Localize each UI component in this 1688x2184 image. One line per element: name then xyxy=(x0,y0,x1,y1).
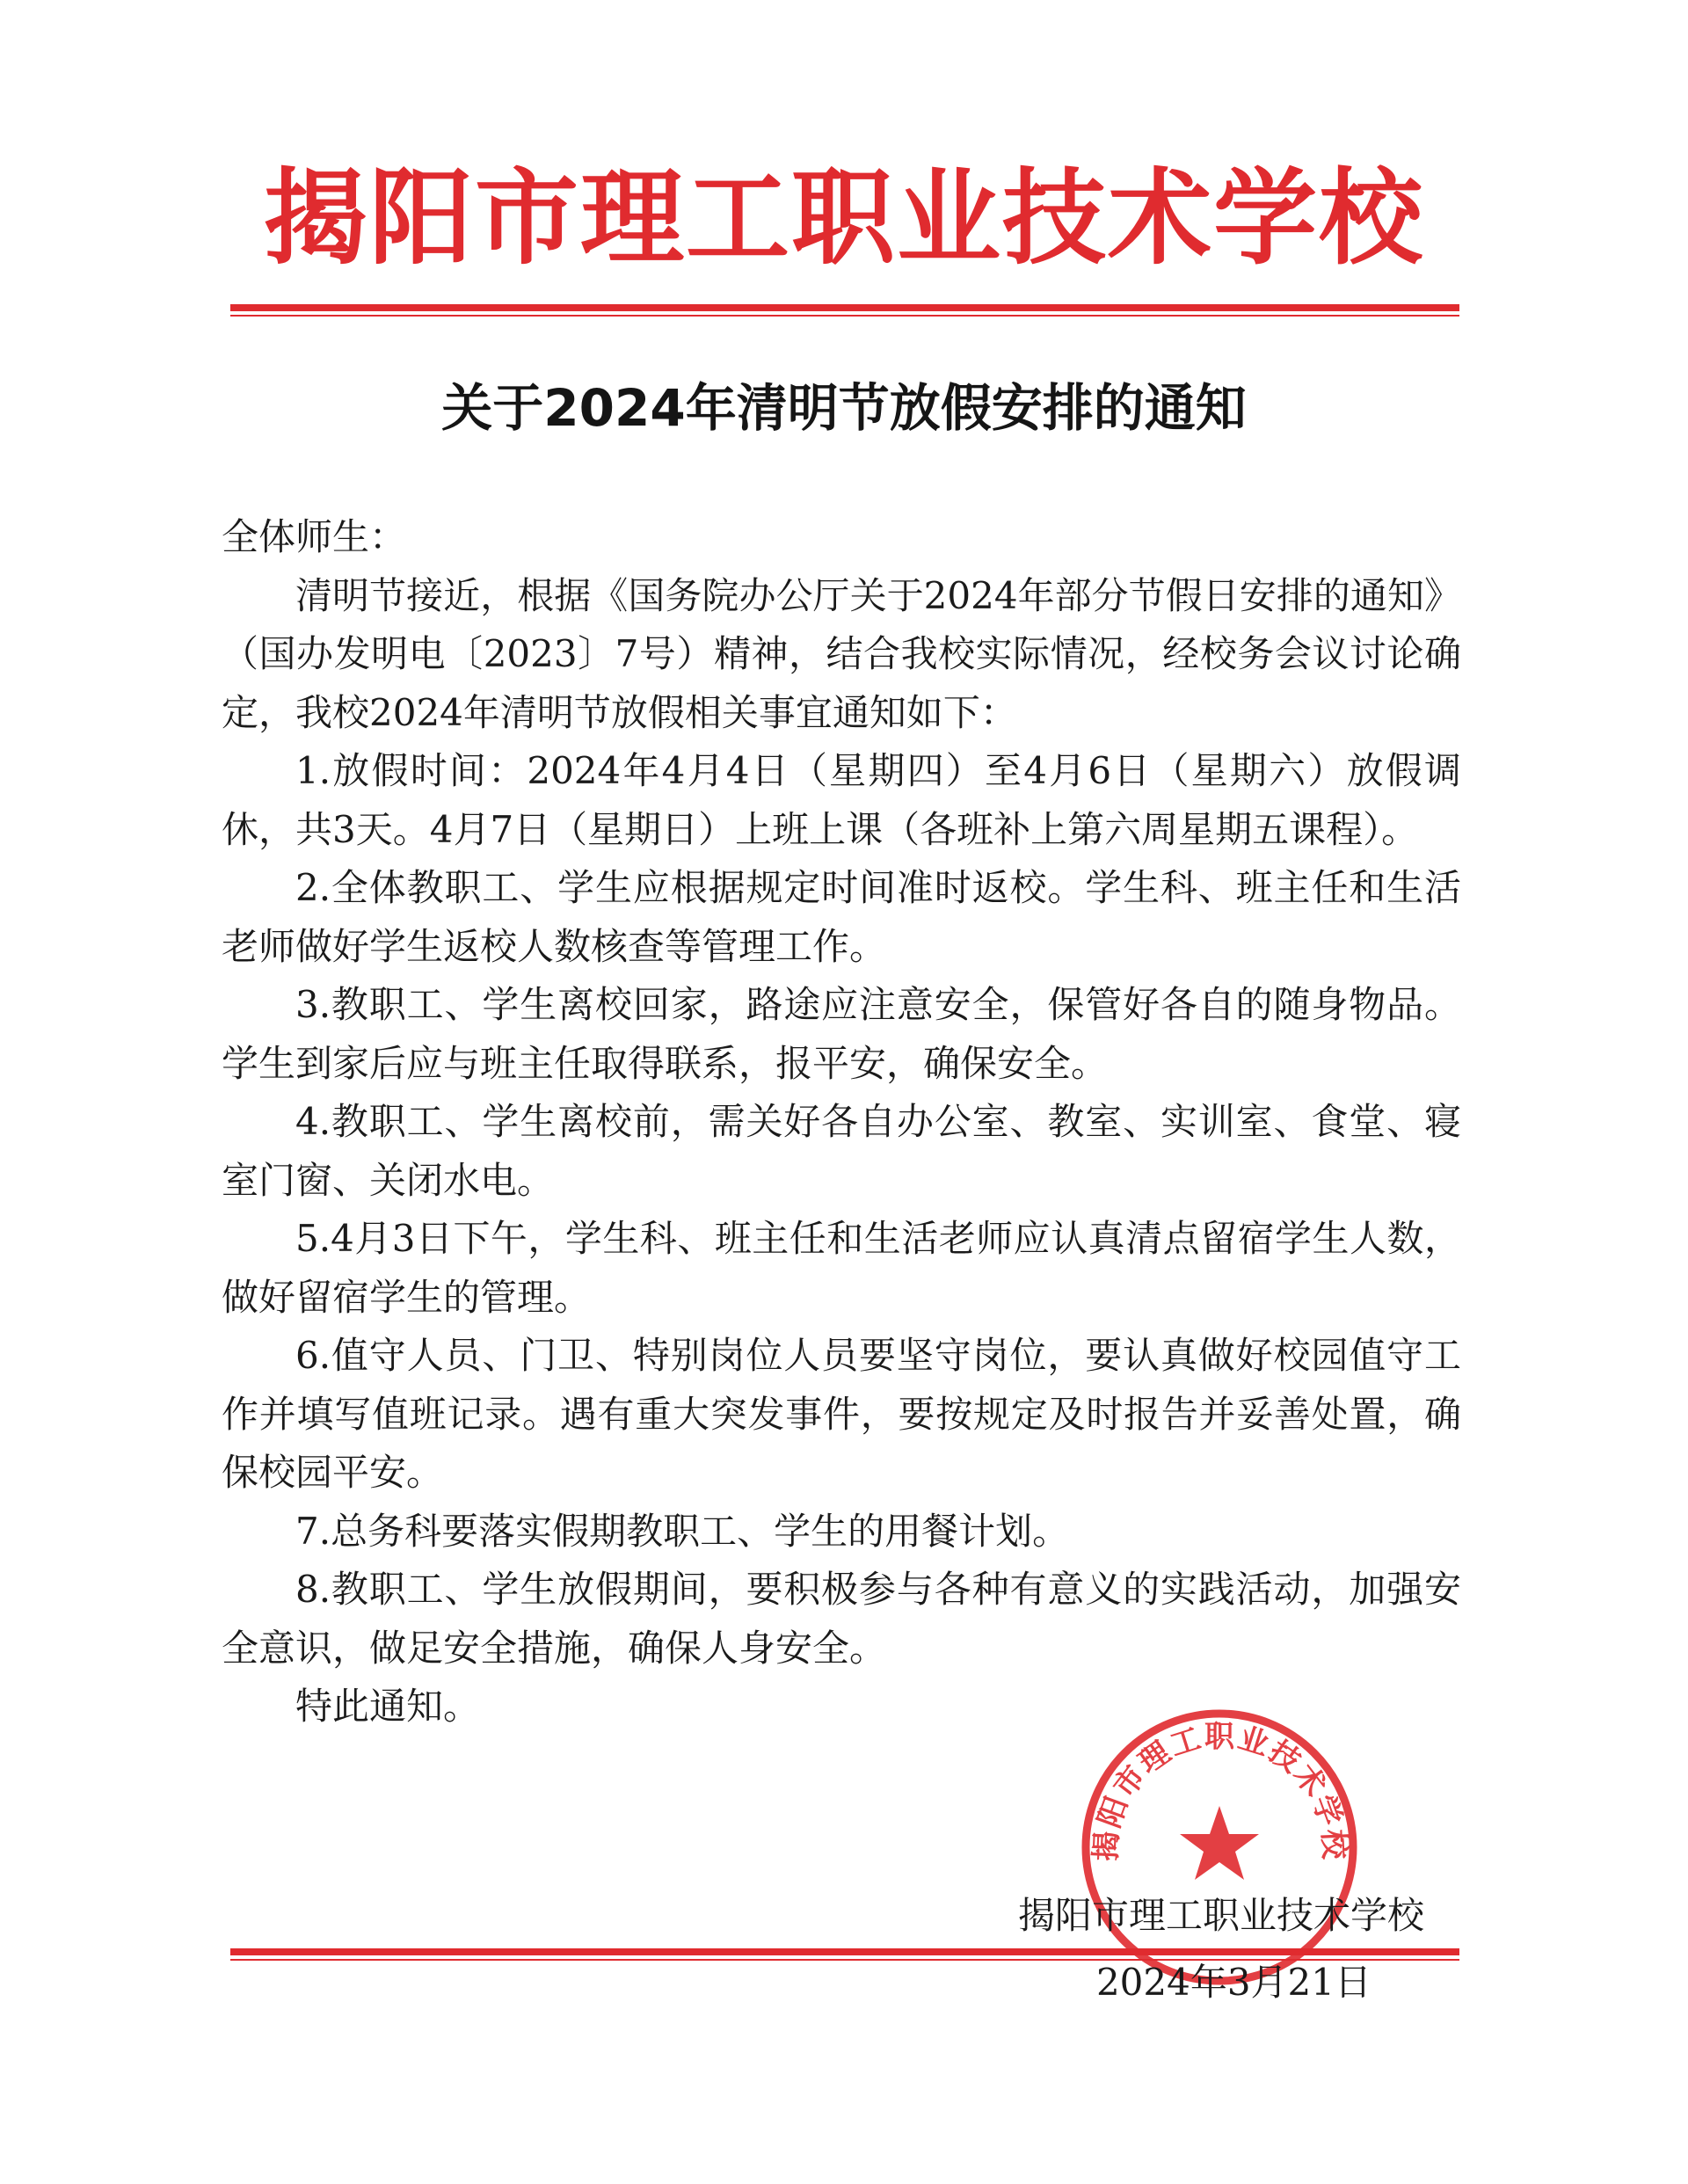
signature-block xyxy=(950,1887,1424,1948)
closing: 特此通知。 xyxy=(295,1685,481,1728)
signature-org: 揭阳市理工职业技术学校 xyxy=(1017,1894,1424,1937)
star-icon xyxy=(1180,1806,1259,1880)
intro-paragraph: 清明节接近，根据《国务院办公厅关于2024年部分节假日安排的通知》（国办发明电〔2023〕7号）精神，结合我校实际情况，经校务会议讨论确定，我校2024年清明节放假相关事宜通知如下： xyxy=(222,573,1461,734)
document-body xyxy=(222,508,1461,1736)
footer-divider xyxy=(230,1948,1459,1961)
signature-date-block xyxy=(950,1954,1372,2015)
list-item: 6.值守人员、门卫、特别岗位人员要坚守岗位，要认真做好校园值守工作并填写值班记录。遇有重大突发事件，要按规定及时报告并妥善处置，确保校园平安。 xyxy=(222,1334,1461,1494)
salutation: 全体师生： xyxy=(222,515,407,558)
list-item: 5.4月3日下午，学生科、班主任和生活老师应认真清点留宿学生人数，做好留宿学生的管理。 xyxy=(222,1217,1461,1319)
seal-text: 揭阳市理工职业技术学校 xyxy=(1088,1719,1352,1862)
document-title: 关于2024年清明节放假安排的通知 xyxy=(441,378,1247,438)
list-item: 3.教职工、学生离校回家，路途应注意安全，保管好各自的随身物品。学生到家后应与班主任取得联系，报平安，确保安全。 xyxy=(222,983,1461,1085)
masthead-org-name: 揭阳市理工职业技术学校 xyxy=(263,157,1424,279)
list-item: 4.教职工、学生离校前，需关好各自办公室、教室、实训室、食堂、寝室门窗、关闭水电。 xyxy=(222,1100,1461,1202)
list-item: 1.放假时间：2024年4月4日（星期四）至4月6日（星期六）放假调休，共3天。4月7日（星期日）上班上课（各班补上第六周星期五课程）。 xyxy=(222,749,1461,851)
list-item: 7.总务科要落实假期教职工、学生的用餐计划。 xyxy=(295,1509,1070,1553)
signature-date: 2024年3月21日 xyxy=(1095,1961,1372,2004)
header-divider xyxy=(230,304,1459,317)
list-item: 2.全体教职工、学生应根据规定时间准时返校。学生科、班主任和生活老师做好学生返校人数核查等管理工作。 xyxy=(222,866,1461,968)
list-item: 8.教职工、学生放假期间，要积极参与各种有意义的实践活动，加强安全意识，做足安全措施，确保人身安全。 xyxy=(222,1568,1461,1670)
